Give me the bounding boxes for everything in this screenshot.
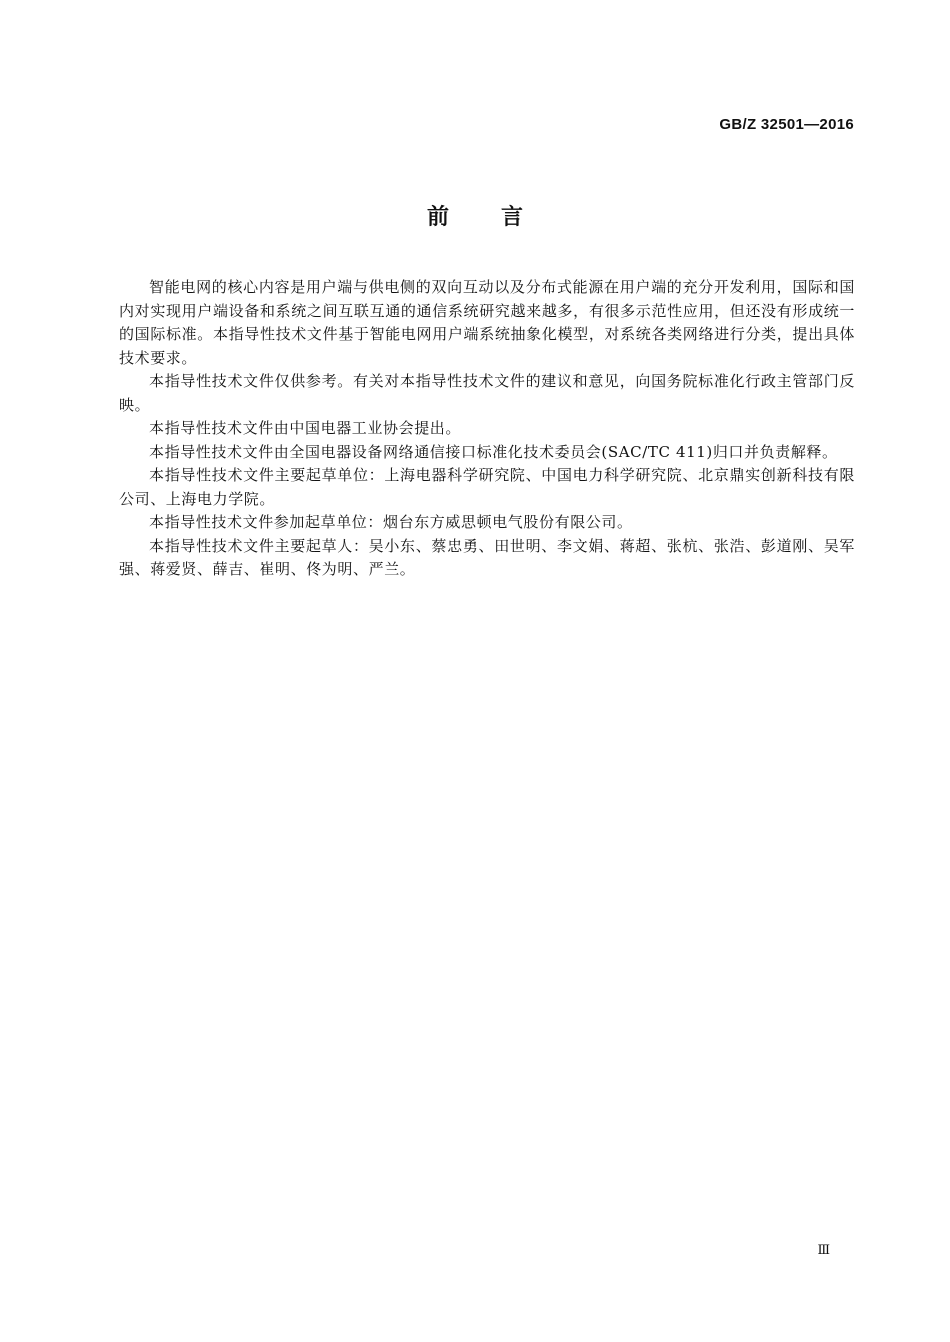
page-title: 前言: [426, 205, 575, 230]
paragraph: 本指导性技术文件由全国电器设备网络通信接口标准化技术委员会(SAC/TC 411)归口并负责解释。: [149, 442, 838, 461]
document-code: GB/Z 32501—2016: [719, 116, 854, 133]
paragraph: 本指导性技术文件主要起草人：吴小东、蔡忠勇、田世明、李文娟、蒋超、张杭、张浩、彭道刚、吴军强、蒋爱贤、薛吉、崔明、佟为明、严兰。: [119, 536, 855, 578]
paragraph: 本指导性技术文件仅供参考。有关对本指导性技术文件的建议和意见，向国务院标准化行政主管部门反映。: [119, 372, 855, 414]
paragraph: 智能电网的核心内容是用户端与供电侧的双向互动以及分布式能源在用户端的充分开发利用，国际和国内对实现用户端设备和系统之间互联互通的通信系统研究越来越多，有很多示范性应用，但还没有形成统一的国际标准。本指导性技术文件基于智能电网用户端系统抽象化模型，对系统各类网络进行分类，提出具体技术要求。: [119, 278, 855, 367]
paragraph: 本指导性技术文件参加起草单位：烟台东方威思顿电气股份有限公司。: [149, 513, 633, 531]
page-number: Ⅲ: [817, 1243, 830, 1258]
paragraph: 本指导性技术文件由中国电器工业协会提出。: [149, 419, 462, 437]
paragraph: 本指导性技术文件主要起草单位：上海电器科学研究院、中国电力科学研究院、北京鼎实创新科技有限公司、上海电力学院。: [119, 466, 855, 508]
body-text: [119, 276, 855, 582]
